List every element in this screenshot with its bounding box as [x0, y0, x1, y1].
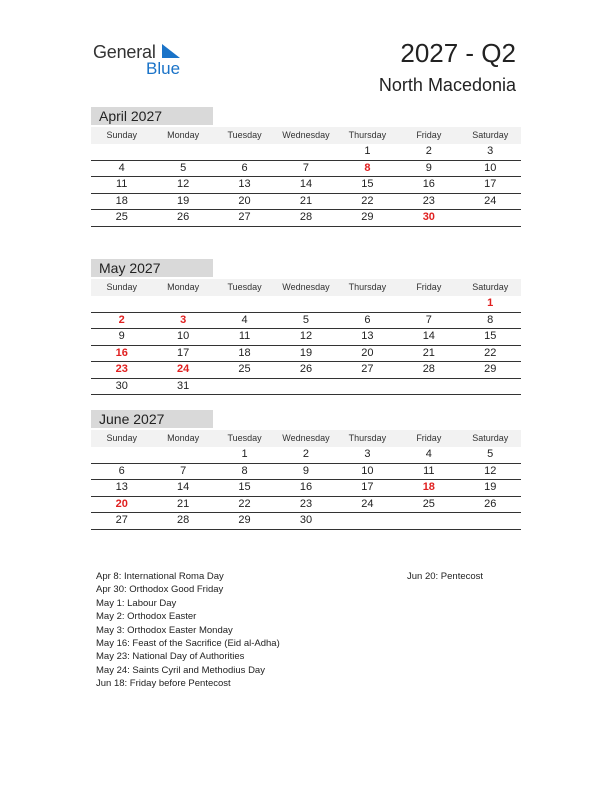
day-cell: [337, 513, 398, 529]
day-cell: 29: [238, 514, 251, 526]
day-cell: 26: [484, 497, 497, 510]
day-cell: 18: [422, 481, 435, 493]
weekday-label: Monday: [167, 130, 200, 140]
day-cell: 19: [299, 346, 313, 359]
day-cell: 3: [180, 313, 187, 326]
week-row: [91, 464, 521, 481]
day-cell: 9: [118, 330, 125, 342]
day-cell: 15: [361, 178, 374, 190]
day-cell: 20: [115, 497, 128, 510]
day-cell: 6: [364, 313, 371, 326]
week-row: [91, 480, 521, 497]
holiday-note: Apr 8: International Roma Day: [96, 571, 224, 582]
weekday-label: Saturday: [472, 130, 509, 140]
week-row: [91, 447, 521, 464]
day-cell: 2: [425, 145, 432, 157]
day-cell: [398, 296, 459, 312]
day-cell: 7: [180, 464, 187, 477]
day-cell: 15: [238, 481, 251, 493]
week-row: [91, 346, 521, 363]
day-cell: [91, 296, 152, 312]
weekday-label: Wednesday: [282, 433, 330, 443]
day-cell: 30: [422, 211, 435, 223]
weekday-label: Monday: [167, 282, 200, 292]
day-cell: 8: [487, 313, 494, 326]
weekday-label: Tuesday: [227, 282, 262, 292]
month-calendar: [91, 410, 521, 530]
day-cell: 12: [177, 178, 190, 190]
weekday-label: Friday: [416, 282, 442, 292]
day-cell: 11: [116, 178, 128, 190]
holiday-note: May 23: National Day of Authorities: [96, 651, 245, 663]
day-cell: 4: [241, 313, 248, 326]
day-cell: 9: [425, 161, 432, 174]
day-cell: 18: [115, 194, 128, 207]
day-cell: 23: [422, 194, 435, 207]
day-cell: 8: [241, 464, 248, 477]
day-cell: 22: [484, 346, 497, 359]
weekday-header-row: [91, 127, 521, 144]
weekday-label: Saturday: [472, 433, 509, 443]
day-cell: [460, 379, 521, 395]
day-cell: 28: [177, 514, 190, 526]
day-cell: 25: [115, 211, 128, 223]
day-cell: 23: [299, 497, 313, 510]
day-cell: 8: [364, 161, 371, 174]
holiday-notes-right: [407, 570, 483, 583]
day-cell: 17: [484, 178, 497, 190]
day-cell: 16: [422, 178, 435, 190]
week-row: [91, 210, 521, 227]
day-cell: 4: [118, 161, 125, 174]
day-cell: 26: [177, 211, 190, 223]
day-cell: 9: [302, 464, 310, 477]
day-cell: 24: [361, 497, 374, 510]
weekday-label: Sunday: [106, 130, 137, 140]
day-cell: 29: [484, 363, 497, 375]
weekday-label: Monday: [167, 433, 200, 443]
day-cell: 3: [364, 448, 371, 460]
week-row: [91, 329, 521, 346]
day-cell: 12: [299, 330, 313, 342]
day-cell: 13: [361, 330, 374, 342]
holiday-note: May 1: Labour Day: [96, 597, 177, 609]
week-row: [91, 313, 521, 330]
day-cell: [337, 296, 398, 312]
week-row: [91, 379, 521, 396]
day-cell: [214, 379, 275, 395]
day-cell: 19: [484, 481, 497, 493]
weekday-label: Thursday: [348, 130, 387, 140]
holiday-note: May 3: Orthodox Easter Monday: [96, 624, 233, 636]
day-cell: [398, 513, 459, 529]
day-cell: 30: [299, 514, 313, 526]
day-cell: 14: [177, 481, 190, 493]
day-cell: [275, 296, 336, 312]
day-cell: 18: [238, 346, 251, 359]
day-cell: 27: [238, 211, 251, 223]
day-cell: 26: [299, 363, 313, 375]
day-cell: [275, 379, 336, 395]
week-row: [91, 144, 521, 161]
day-cell: 7: [425, 313, 432, 326]
logo-general-text: General: [93, 42, 156, 62]
month-header: June 2027: [91, 410, 213, 428]
day-cell: 29: [361, 211, 374, 223]
day-cell: 5: [180, 161, 187, 174]
weekday-label: Friday: [416, 130, 442, 140]
day-cell: 21: [422, 346, 435, 359]
day-cell: 4: [425, 448, 432, 460]
day-cell: [460, 210, 521, 226]
day-cell: [91, 447, 152, 463]
day-cell: 20: [361, 346, 374, 359]
weekday-label: Thursday: [348, 433, 387, 443]
day-cell: 24: [484, 194, 497, 207]
day-cell: [214, 296, 275, 312]
day-cell: 2: [302, 448, 310, 460]
day-cell: 14: [422, 330, 435, 342]
day-cell: 12: [484, 464, 497, 477]
day-cell: [91, 144, 152, 160]
country-title: North Macedonia: [378, 75, 516, 95]
weekday-header-row: [91, 279, 521, 296]
weekday-label: Wednesday: [282, 282, 330, 292]
week-row: [91, 177, 521, 194]
day-cell: 10: [484, 161, 497, 174]
week-row: [91, 513, 521, 530]
day-cell: 13: [115, 481, 128, 493]
week-row: [91, 296, 521, 313]
day-cell: 21: [177, 497, 190, 510]
day-cell: 16: [299, 481, 313, 493]
day-cell: 27: [115, 514, 128, 526]
day-cell: [398, 379, 459, 395]
day-cell: 21: [299, 194, 313, 207]
week-row: [91, 362, 521, 379]
day-cell: [214, 144, 275, 160]
day-cell: [275, 144, 336, 160]
day-cell: 10: [177, 330, 190, 342]
day-cell: 15: [484, 330, 497, 342]
day-cell: 7: [302, 161, 310, 174]
logo-blue-text: Blue: [146, 59, 181, 78]
week-row: [91, 497, 521, 514]
weekday-label: Thursday: [348, 282, 387, 292]
holiday-notes-left: [96, 570, 280, 691]
logo-flag-icon: [160, 43, 182, 59]
day-cell: 28: [299, 211, 313, 223]
holiday-note: May 24: Saints Cyril and Methodius Day: [96, 664, 265, 676]
month-calendar: [91, 259, 521, 395]
day-cell: 30: [115, 379, 128, 392]
weekday-label: Sunday: [106, 282, 137, 292]
holiday-note: Jun 18: Friday before Pentecost: [96, 678, 231, 690]
day-cell: 1: [241, 448, 248, 460]
month-header: May 2027: [91, 259, 213, 277]
day-cell: 24: [177, 363, 190, 375]
weekday-label: Tuesday: [227, 433, 262, 443]
day-cell: 14: [299, 178, 313, 190]
day-cell: 6: [118, 464, 125, 477]
weekday-label: Sunday: [106, 433, 137, 443]
day-cell: 6: [241, 161, 248, 174]
holiday-note: May 2: Orthodox Easter: [96, 611, 197, 623]
day-cell: 13: [238, 178, 251, 190]
holiday-note: Jun 20: Pentecost: [407, 571, 484, 582]
page-title: 2027 - Q2: [400, 38, 516, 68]
day-cell: 17: [177, 346, 190, 359]
weekday-label: Saturday: [472, 282, 509, 292]
day-cell: 11: [238, 330, 251, 342]
day-cell: 17: [361, 481, 374, 493]
day-cell: 3: [487, 145, 494, 157]
day-cell: 22: [238, 497, 251, 510]
day-cell: 5: [487, 448, 494, 460]
day-cell: 27: [361, 363, 374, 375]
day-cell: 2: [118, 313, 125, 326]
day-cell: 20: [238, 194, 251, 207]
day-cell: [460, 513, 521, 529]
day-cell: [152, 144, 213, 160]
holiday-note: Apr 30: Orthodox Good Friday: [96, 584, 224, 596]
day-cell: 23: [115, 363, 128, 375]
day-cell: 25: [238, 363, 251, 375]
week-row: [91, 194, 521, 211]
day-cell: 11: [423, 464, 435, 477]
day-cell: 1: [364, 145, 371, 157]
day-cell: 1: [487, 297, 494, 309]
day-cell: 5: [302, 313, 310, 326]
day-cell: [152, 296, 213, 312]
day-cell: 22: [361, 194, 374, 207]
day-cell: 25: [422, 497, 435, 510]
month-header: April 2027: [91, 107, 213, 125]
weekday-label: Wednesday: [282, 130, 330, 140]
day-cell: 28: [422, 363, 435, 375]
holiday-note: May 16: Feast of the Sacrifice (Eid al-Adha): [96, 638, 280, 650]
weekday-label: Friday: [416, 433, 442, 443]
logo: [93, 40, 193, 80]
day-cell: [337, 379, 398, 395]
day-cell: 19: [177, 194, 190, 207]
day-cell: 31: [177, 379, 190, 392]
day-cell: [152, 447, 213, 463]
day-cell: 16: [115, 346, 128, 359]
month-calendar: [91, 107, 521, 227]
week-row: [91, 161, 521, 178]
weekday-header-row: [91, 430, 521, 447]
day-cell: 10: [361, 464, 374, 477]
weekday-label: Tuesday: [227, 130, 262, 140]
